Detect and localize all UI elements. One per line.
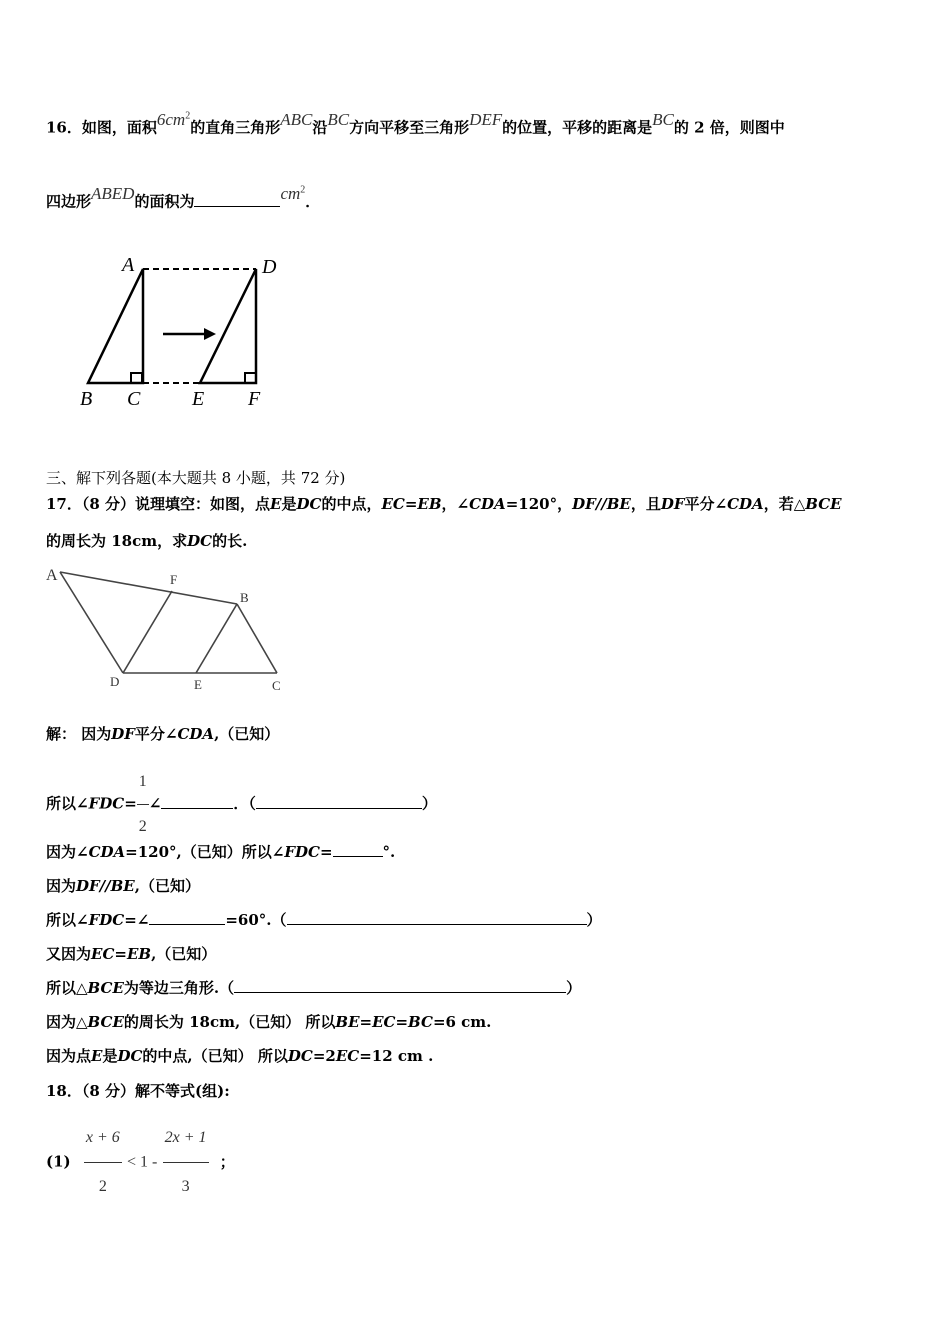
solution-line6: 又因为EC=EB,（已知） <box>46 945 217 963</box>
label-c: C <box>272 678 281 693</box>
solution-line5: 所以∠FDC=∠ =60°.（ ） <box>46 911 602 929</box>
label-d: D <box>110 674 120 689</box>
triangle-abc <box>88 269 143 383</box>
abed-math: ABED <box>91 183 135 203</box>
reason-blank-2[interactable] <box>287 910 587 925</box>
q17-line2: 的周长为 18cm，求DC的长. <box>46 532 248 550</box>
q18-title: 18．（8 分）解不等式(组): <box>46 1082 230 1100</box>
label-a: A <box>122 254 135 276</box>
label-e: E <box>194 677 202 692</box>
segment-ab <box>60 572 237 604</box>
q16-figure <box>76 252 286 412</box>
angle-blank[interactable] <box>161 794 233 809</box>
fraction-2: $\frac{2x + 1}{3}$ <box>163 1114 209 1211</box>
q18-part1: (1) $\frac{x + 6}{2}$ < 1 - $\frac{2x + 1}{3}$ ； <box>46 1114 235 1211</box>
label-f: F <box>170 572 178 587</box>
arrow-icon <box>204 328 216 340</box>
solution-line9: 因为点E是DC的中点,（已知） 所以DC=2EC=12 cm . <box>46 1047 434 1065</box>
reason-blank-3[interactable] <box>234 978 566 993</box>
bc-math: BC <box>327 109 350 129</box>
label-d: D <box>262 256 277 278</box>
angle-blank-2[interactable] <box>149 910 225 925</box>
label-b: B <box>80 388 93 410</box>
answer-blank[interactable] <box>194 192 280 207</box>
def-math: DEF <box>469 109 503 129</box>
fraction-1: $\frac{x + 6}{2}$ <box>84 1114 122 1211</box>
reason-blank-1[interactable] <box>256 794 422 809</box>
right-angle-c <box>131 373 142 383</box>
section-heading: 三、解下列各题(本大题共 8 小题，共 72 分) <box>46 469 346 487</box>
inequality-mid: < 1 - <box>127 1153 158 1171</box>
solution-line4: 因为DF//BE,（已知） <box>46 877 200 895</box>
q16-line1: 16．如图，面积$6cm^2$的直角三角形ABC沿BC方向平移至三角形DEF的位置，平移的距离是BC的 2 倍，则图中 <box>46 109 785 137</box>
solution-line8: 因为△BCE的周长为 18cm,（已知） 所以BE=EC=BC=6 cm. <box>46 1013 492 1031</box>
solution-line3: 因为∠CDA=120°,（已知）所以∠FDC= °. <box>46 843 396 861</box>
bc2-math: BC <box>652 109 674 129</box>
abc-math: ABC <box>280 109 313 129</box>
degree-blank[interactable] <box>333 842 383 857</box>
label-a: A <box>46 567 58 584</box>
half-fraction: $\frac{1}{2}$ <box>137 760 149 849</box>
q17-figure <box>44 562 294 696</box>
label-c: C <box>127 388 141 410</box>
q16-line2: 四边形ABED的面积为 $cm^2$． <box>46 183 321 211</box>
segment-df <box>123 591 172 673</box>
label-e: E <box>192 388 205 410</box>
q17-line1: 17．（8 分）说理填空：如图，点E是DC的中点，EC=EB，∠CDA=120°，DF//BE，且DF平分∠CDA，若△BCE <box>46 495 842 513</box>
solution-line2: 所以∠FDC= $\frac{1}{2}$ ∠ ．（ ） <box>46 760 437 849</box>
right-angle-f <box>245 373 256 383</box>
solution-line1: 解： 因为DF平分∠CDA,（已知） <box>46 725 280 743</box>
triangle-def <box>200 269 256 383</box>
label-f: F <box>248 388 261 410</box>
segment-eb <box>196 604 237 673</box>
segment-ad <box>60 572 123 673</box>
label-b: B <box>240 590 249 605</box>
area-math: $6cm^2$ <box>156 109 191 129</box>
solution-line7: 所以△BCE为等边三角形.（ ） <box>46 979 582 997</box>
unit-math: $cm^2$ <box>280 183 306 203</box>
segment-bc <box>237 604 277 673</box>
